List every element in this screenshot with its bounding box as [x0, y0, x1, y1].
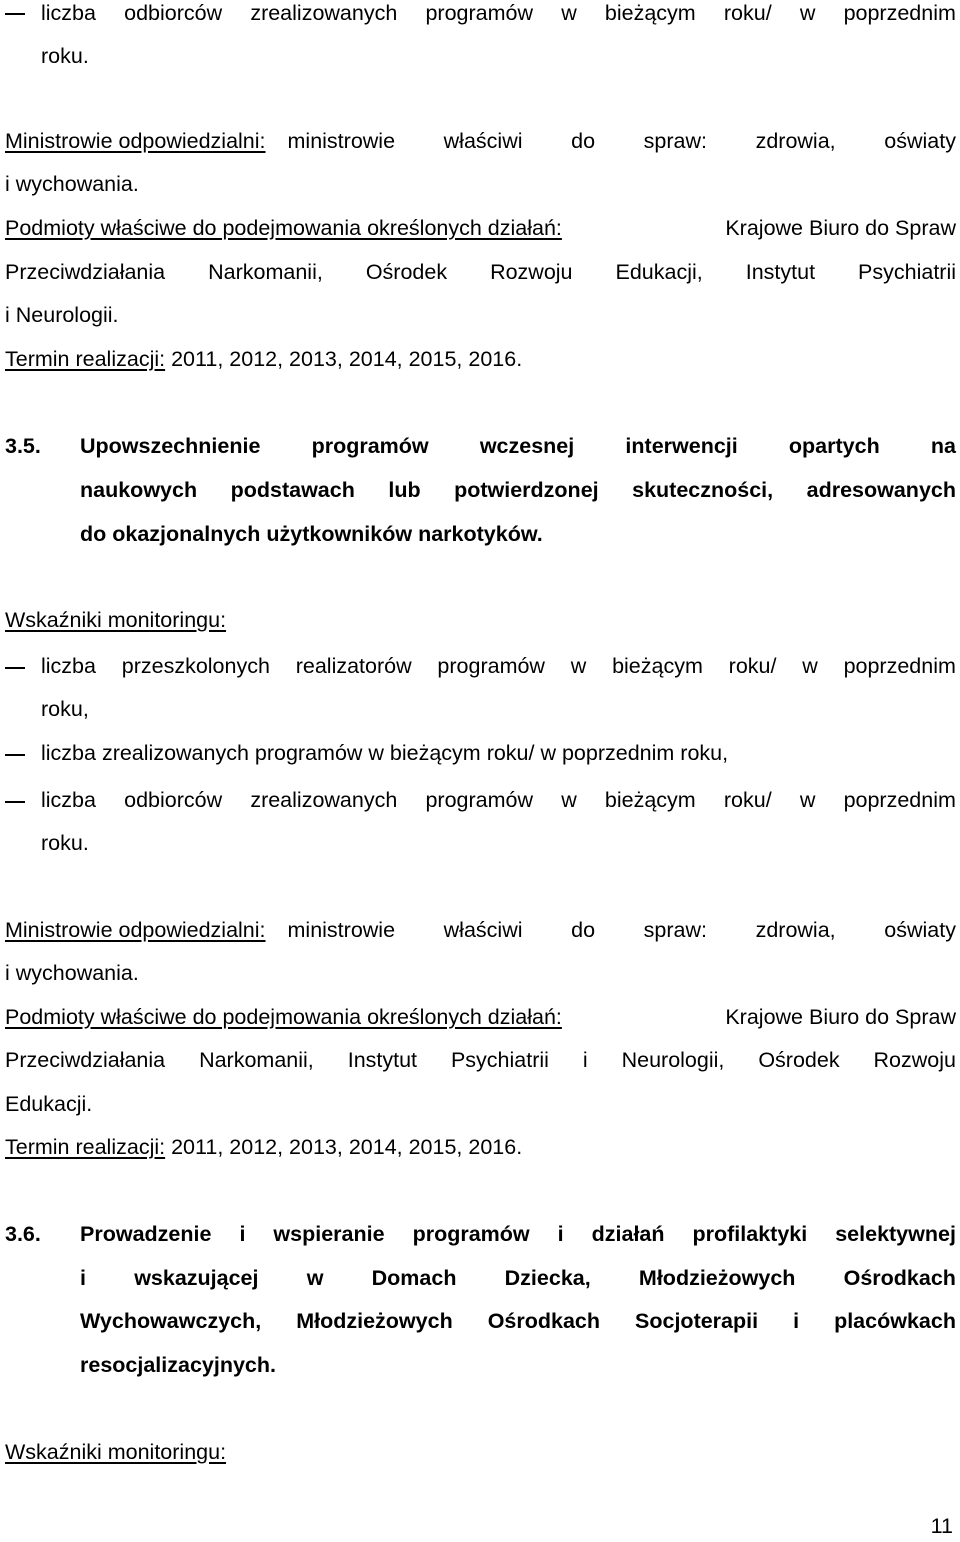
word: skuteczności,: [632, 478, 774, 502]
word: przeszkolonych: [121, 654, 270, 678]
word: programów: [425, 788, 534, 812]
word: zdrowia,: [755, 129, 836, 153]
word: roku/: [728, 654, 777, 678]
word: odbiorców: [124, 788, 223, 812]
word: i: [557, 1222, 564, 1246]
section-heading-line: [80, 1262, 956, 1294]
bullet-item: [41, 650, 956, 682]
podmioty-line-3: i Neurologii.: [5, 303, 119, 327]
word: odbiorców: [124, 1, 223, 25]
page-number: 11: [930, 1514, 953, 1538]
section-heading-line: do okazjonalnych użytkowników narkotyków.: [80, 522, 543, 546]
word: spraw:: [643, 129, 707, 153]
word: Przeciwdziałania: [5, 1048, 166, 1072]
word: podstawach: [230, 478, 355, 502]
word: w: [570, 654, 587, 678]
word: poprzednim: [843, 654, 956, 678]
word: ministrowie: [287, 918, 396, 942]
podmioty-label: Podmioty właściwe do podejmowania określonych działań:: [5, 216, 562, 240]
word: liczba: [41, 1, 96, 25]
word: bieżącym: [604, 1, 696, 25]
word: i: [239, 1222, 246, 1246]
word: opartych: [788, 434, 880, 458]
podmioty-text: Krajowe Biuro do Spraw: [725, 216, 956, 240]
word: bieżącym: [604, 788, 696, 812]
word: Domach: [371, 1266, 457, 1290]
word: zrealizowanych: [250, 788, 398, 812]
word: zdrowia,: [755, 918, 836, 942]
word: Psychiatrii: [450, 1048, 549, 1072]
ministrowie-text: [288, 914, 956, 946]
section-heading-line: [80, 1218, 956, 1250]
word: w: [799, 788, 816, 812]
word: do: [571, 918, 596, 942]
termin-line: [5, 343, 956, 375]
word: Dziecka,: [504, 1266, 591, 1290]
bullet-item: liczba zrealizowanych programów w bieżącym roku/ w poprzednim roku,: [41, 741, 729, 765]
section-heading-line: resocjalizacyjnych.: [80, 1353, 276, 1377]
wskazniki-label: Wskaźniki monitoringu:: [5, 1440, 227, 1464]
termin-text: 2011, 2012, 2013, 2014, 2015, 2016.: [171, 347, 523, 371]
word: realizatorów: [295, 654, 412, 678]
word: potwierdzonej: [454, 478, 599, 502]
bullet-dash: [5, 754, 25, 756]
word: programów: [425, 1, 534, 25]
word: bieżącym: [612, 654, 703, 678]
word: Ośrodkach: [843, 1266, 956, 1290]
section-heading-line: [80, 474, 956, 506]
word: programów: [437, 654, 545, 678]
word: liczba: [41, 788, 96, 812]
word: Psychiatrii: [858, 260, 956, 284]
word: poprzednim: [843, 788, 956, 812]
word: Ośrodek: [758, 1048, 840, 1072]
word: poprzednim: [843, 1, 956, 25]
word: Ośrodkach: [487, 1309, 601, 1333]
podmioty-line-3: Edukacji.: [5, 1092, 93, 1116]
word: Rozwoju: [490, 260, 573, 284]
word: w: [799, 1, 816, 25]
termin-line: [5, 1131, 956, 1163]
word: do: [571, 129, 596, 153]
podmioty-text: Krajowe Biuro do Spraw: [725, 1005, 956, 1029]
bullet-item-continuation: roku.: [41, 831, 89, 855]
podmioty-label: Podmioty właściwe do podejmowania określonych działań:: [5, 1005, 562, 1029]
word: na: [930, 434, 956, 458]
bullet-dash: [5, 801, 25, 803]
section-heading-line: [80, 1305, 956, 1337]
word: właściwi: [443, 129, 523, 153]
word: Przeciwdziałania: [5, 260, 166, 284]
word: działań: [591, 1222, 665, 1246]
word: spraw:: [643, 918, 707, 942]
word: Narkomanii,: [208, 260, 323, 284]
word: i: [80, 1266, 86, 1290]
bullet-item-continuation: roku,: [41, 697, 89, 721]
word: wskazującej: [134, 1266, 259, 1290]
bullet-dash: [5, 667, 25, 669]
section-number: 3.6.: [5, 1222, 41, 1246]
word: interwencji: [625, 434, 738, 458]
word: w: [561, 788, 577, 812]
word: wspieranie: [273, 1222, 385, 1246]
word: wczesnej: [479, 434, 575, 458]
word: Socjoterapii: [635, 1309, 759, 1333]
ministrowie-line: [5, 125, 956, 157]
podmioty-line: [5, 1001, 956, 1033]
word: liczba: [41, 654, 96, 678]
ministrowie-label: Ministrowie odpowiedzialni:: [5, 918, 266, 942]
bullet-item: [41, 784, 956, 816]
ministrowie-line: [5, 914, 956, 946]
word: programów: [412, 1222, 530, 1246]
podmioty-line-2: [5, 256, 956, 288]
word: oświaty: [884, 918, 956, 942]
word: oświaty: [884, 129, 956, 153]
termin-label: Termin realizacji:: [5, 347, 166, 371]
podmioty-line: [5, 212, 956, 244]
ministrowie-continuation: i wychowania.: [5, 961, 139, 985]
termin-text: 2011, 2012, 2013, 2014, 2015, 2016.: [171, 1135, 523, 1159]
section-number: 3.5.: [5, 434, 41, 458]
word: roku/: [723, 788, 772, 812]
word: selektywnej: [835, 1222, 956, 1246]
word: Wychowawczych,: [80, 1309, 262, 1333]
word: lub: [388, 478, 421, 502]
termin-label: Termin realizacji:: [5, 1135, 166, 1159]
section-heading-line: [80, 430, 956, 462]
word: Narkomanii,: [199, 1048, 314, 1072]
word: Upowszechnienie: [80, 434, 261, 458]
word: Instytut: [745, 260, 816, 284]
word: Młodzieżowych: [638, 1266, 796, 1290]
ministrowie-text: [288, 125, 956, 157]
word: programów: [311, 434, 429, 458]
word: i: [793, 1309, 800, 1333]
word: Rozwoju: [873, 1048, 956, 1072]
word: Prowadzenie: [80, 1222, 212, 1246]
word: placówkach: [834, 1309, 956, 1333]
word: i: [582, 1048, 588, 1072]
bullet-dash: [5, 13, 25, 15]
ministrowie-continuation: i wychowania.: [5, 172, 139, 196]
word: adresowanych: [806, 478, 956, 502]
word: profilaktyki: [692, 1222, 808, 1246]
bullet-item-continuation: roku.: [41, 44, 89, 68]
word: w: [802, 654, 818, 678]
word: Instytut: [347, 1048, 418, 1072]
word: Edukacji,: [615, 260, 703, 284]
wskazniki-label: Wskaźniki monitoringu:: [5, 608, 227, 632]
word: ministrowie: [287, 129, 396, 153]
word: Neurologii,: [621, 1048, 725, 1072]
word: naukowych: [80, 478, 198, 502]
word: zrealizowanych: [250, 1, 398, 25]
word: roku/: [723, 1, 772, 25]
podmioty-line-2: [5, 1044, 956, 1076]
word: Ośrodek: [365, 260, 448, 284]
word: właściwi: [443, 918, 523, 942]
ministrowie-label: Ministrowie odpowiedzialni:: [5, 129, 266, 153]
bullet-item: [41, 0, 956, 29]
word: Młodzieżowych: [296, 1309, 453, 1333]
word: w: [561, 1, 577, 25]
word: w: [306, 1266, 324, 1290]
